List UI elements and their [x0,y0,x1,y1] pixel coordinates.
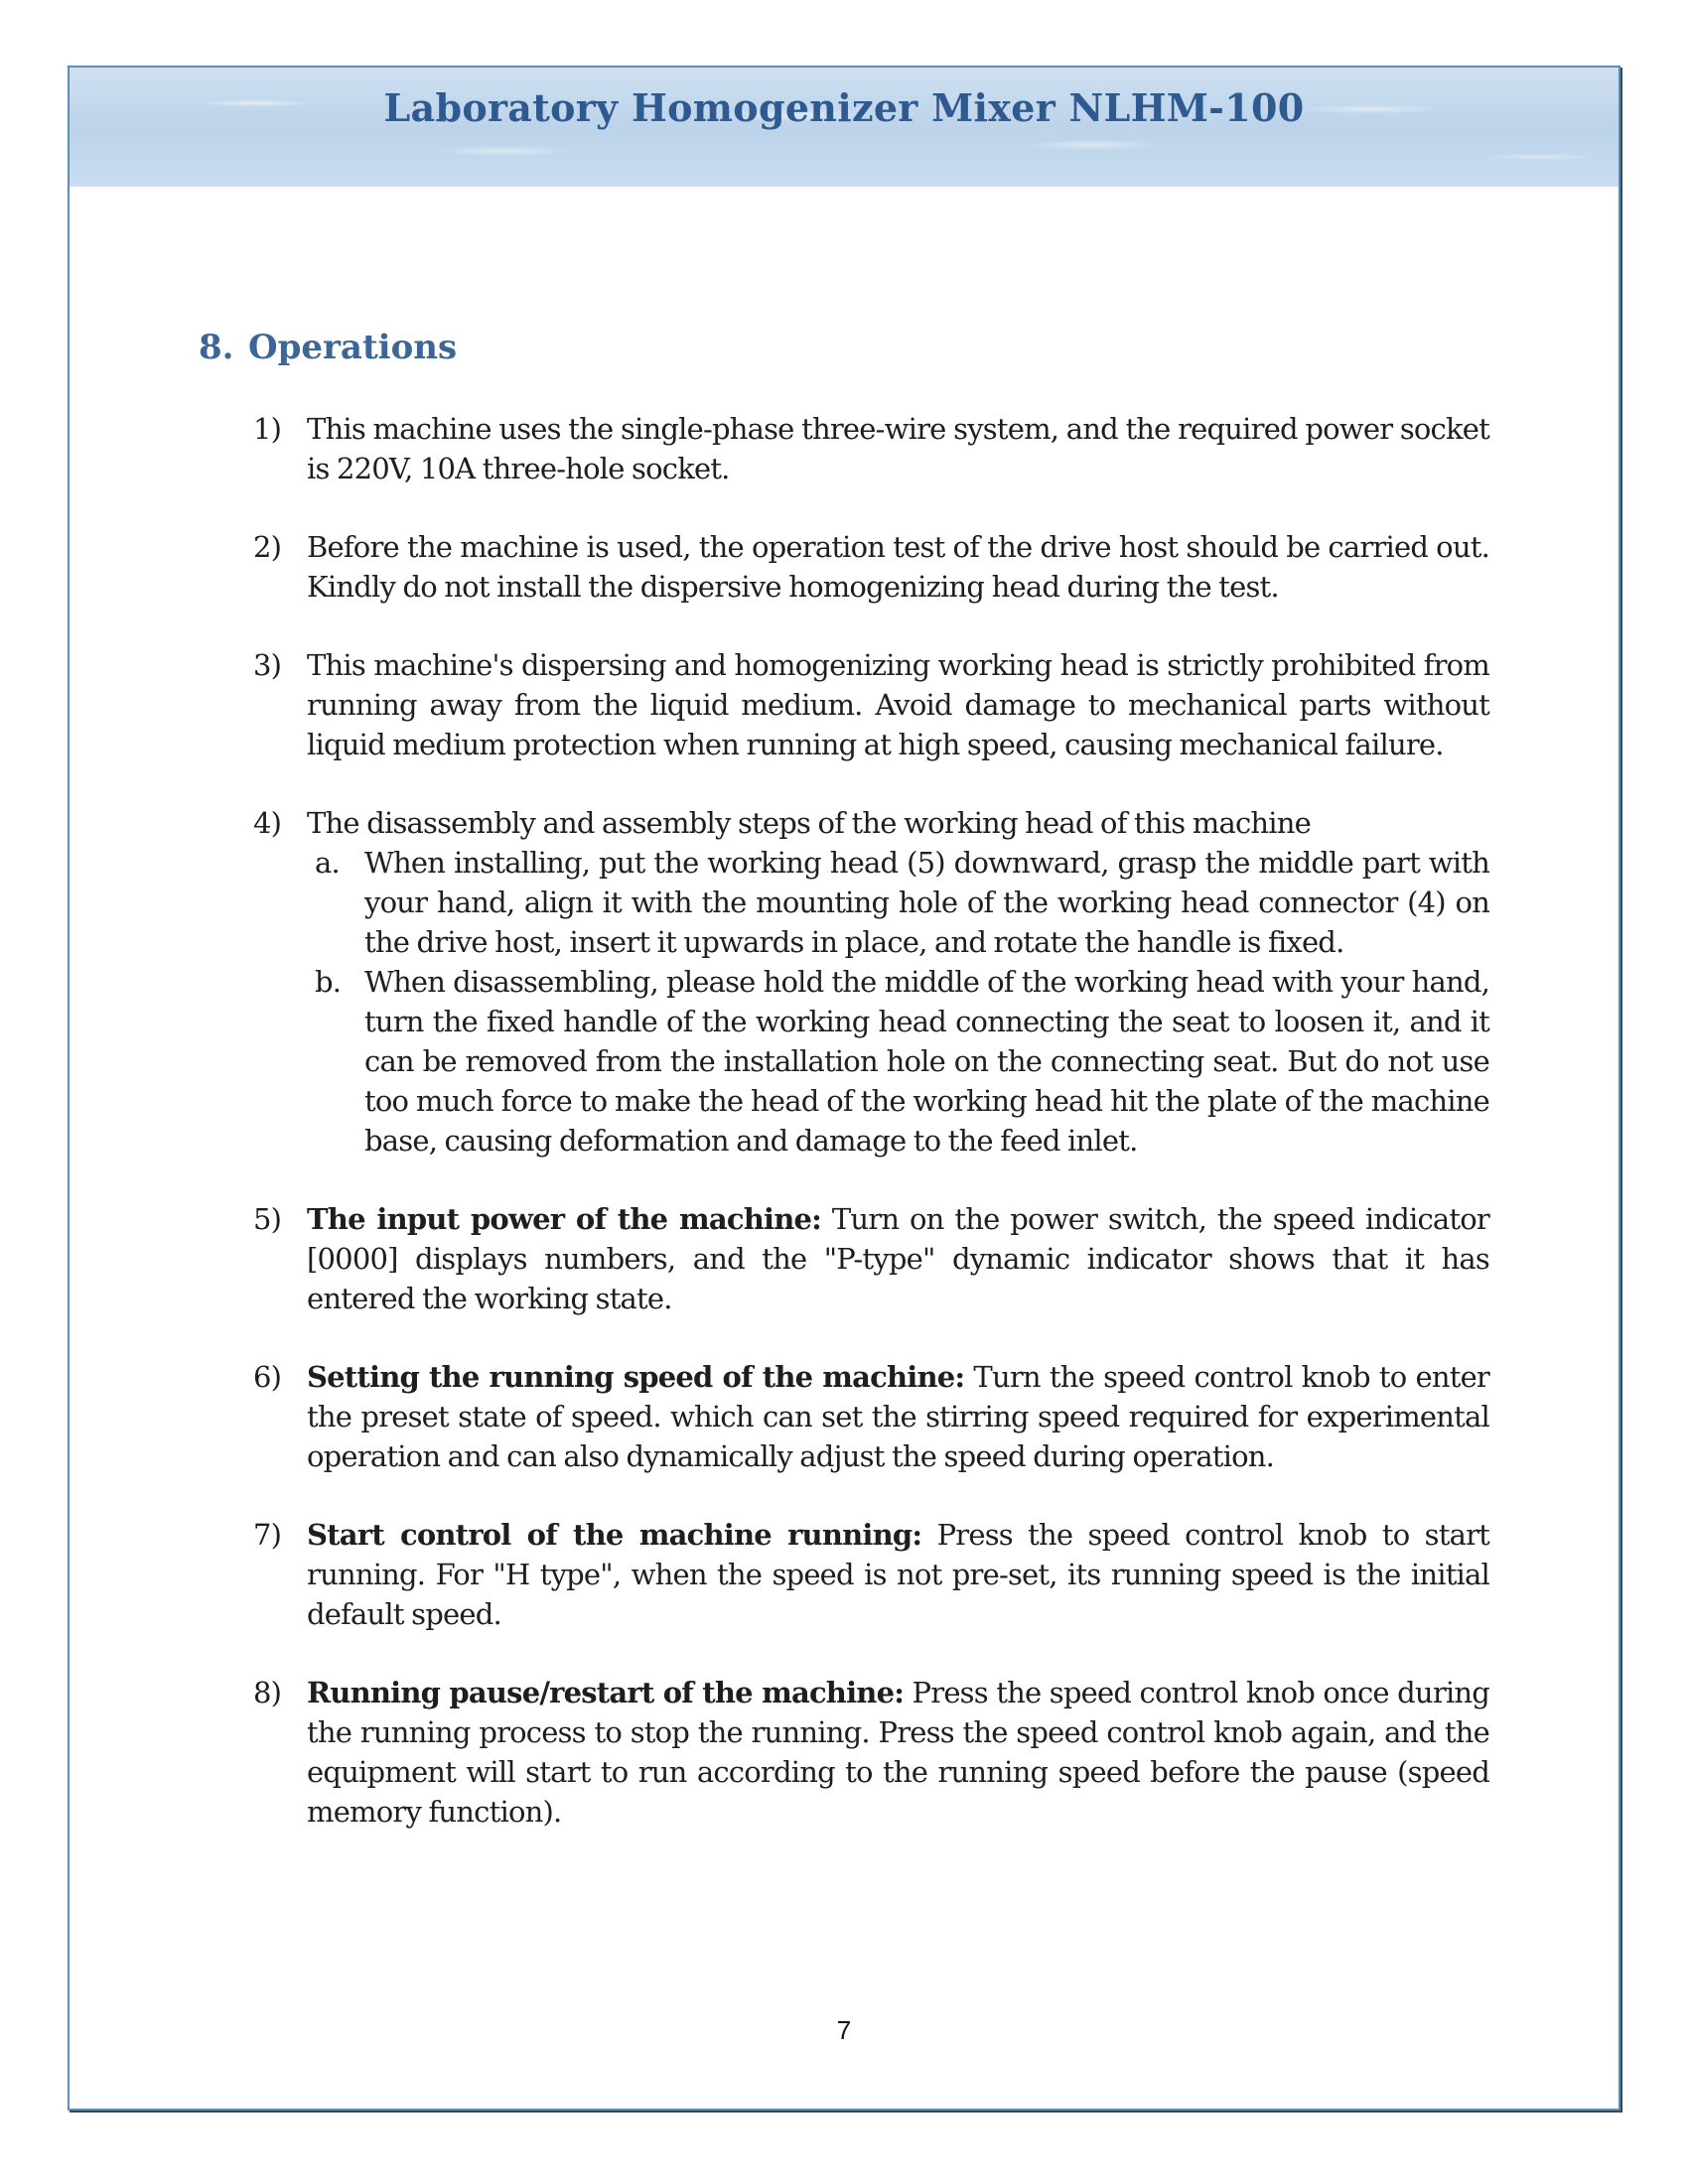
list-item [253,645,1489,764]
list-item [253,803,1489,1160]
sub-item-marker: a. [315,846,340,880]
item-text: Before the machine is used, the operation test of the drive host should be carried out. Kindly do not install the dispersive homogenizing head during the test. [307,530,1489,604]
item-lead: Running pause/restart of the machine: [307,1676,905,1709]
item-lead: The input power of the machine: [307,1202,822,1236]
sub-list [307,843,1489,1160]
list-item [253,1673,1489,1832]
sub-list-item [307,962,1489,1160]
item-marker: 5) [253,1202,282,1236]
item-marker: 2) [253,530,282,564]
item-text: This machine uses the single-phase three-wire system, and the required power socket is 220V, 10A three-hole socket. [307,412,1489,485]
sub-list-item [307,843,1489,962]
item-text: Press the speed control knob to start running. For "H type", when the speed is not pre-set, its running speed is the initial default speed. [307,1518,1490,1631]
sub-item-text: When installing, put the working head (5) downward, grasp the middle part with your hand, align it with the mounting hole of the working head connector (4) on the drive host, insert it upwards in place, and rotate the handle is fixed. [364,846,1489,959]
item-marker: 1) [253,412,282,446]
list-item [253,527,1489,607]
list-item [253,1199,1489,1318]
section-title: Operations [248,328,458,367]
section-heading [199,328,457,367]
page-number: 7 [836,2015,852,2045]
header-band [70,68,1618,187]
section-number: 8. [199,328,234,367]
item-text: This machine's dispersing and homogenizing working head is strictly prohibited from running away from the liquid medium. Avoid damage to mechanical parts without liquid medium protection when running at high speed, causing mechanical failure. [307,648,1489,761]
item-marker: 4) [253,806,282,840]
item-text: Turn the speed control knob to enter the preset state of speed. which can set the stirring speed required for experimental operation and can also dynamically adjust the speed during operation. [307,1360,1489,1473]
sub-item-marker: b. [315,965,342,999]
list-item [253,1515,1489,1634]
item-text: The disassembly and assembly steps of the working head of this machine [307,806,1311,840]
item-lead: Start control of the machine running: [307,1518,922,1552]
sub-item-text: When disassembling, please hold the middle of the working head with your hand, turn the fixed handle of the working head connecting the seat to loosen it, and it can be removed from the installation hole on the connecting seat. But do not use too much force to make the head of the working head hit the plate of the machine base, causing deformation and damage to the feed inlet. [364,965,1489,1158]
item-marker: 3) [253,648,282,682]
document-title: Laboratory Homogenizer Mixer NLHM-100 [383,85,1305,130]
list-item [253,409,1489,488]
item-marker: 7) [253,1518,282,1552]
item-lead: Setting the running speed of the machine: [307,1360,965,1394]
item-text: Turn on the power switch, the speed indicator [0000] displays numbers, and the "P-type" dynamic indicator shows that it has entered the working state. [307,1202,1489,1315]
item-marker: 6) [253,1360,282,1394]
list-item [253,1357,1489,1476]
operations-list [253,409,1489,1870]
item-text: Press the speed control knob once during the running process to stop the running. Press the speed control knob again, and the equipment will start to run according to the running speed before the pause (speed memory function). [307,1676,1489,1829]
item-marker: 8) [253,1676,282,1709]
